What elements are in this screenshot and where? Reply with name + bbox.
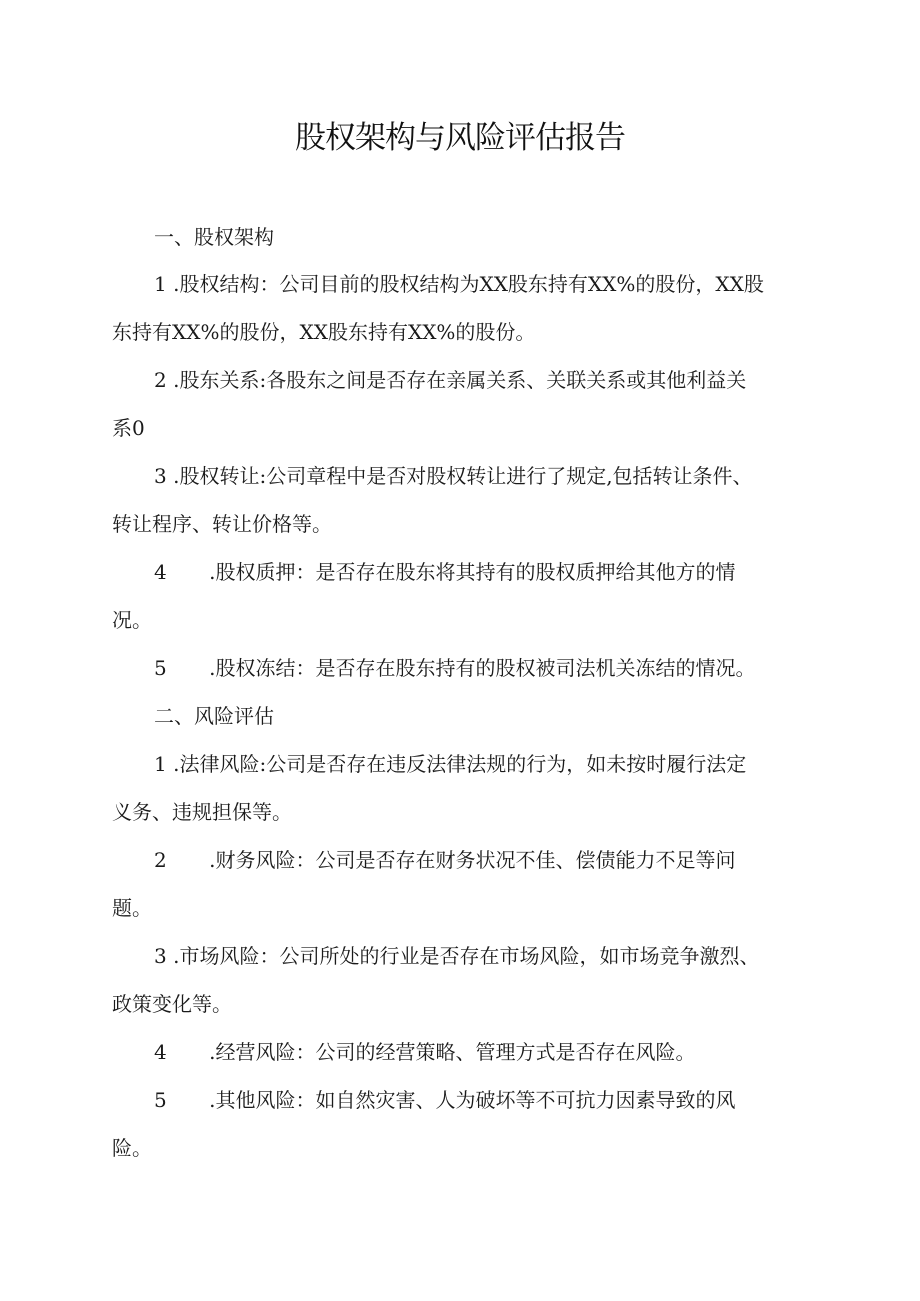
document-title: 股权架构与风险评估报告 — [295, 120, 625, 156]
paragraph-line — [154, 464, 854, 488]
paragraph-text: .股权质押：是否存在股东将其持有的股权质押给其他方的情 — [209, 560, 736, 584]
item-number: 5 — [154, 656, 167, 680]
paragraph-continuation: 险。 — [112, 1136, 152, 1160]
section-heading-equity: 一、股权架构 — [154, 225, 274, 249]
item-number: 5 — [154, 1088, 167, 1112]
paragraph-text: .其他风险：如自然灾害、人为破坏等不可抗力因素导致的风 — [209, 1088, 736, 1112]
paragraph-line — [154, 368, 854, 392]
paragraph-text: .财务风险：公司是否存在财务状况不佳、偿债能力不足等问 — [209, 848, 736, 872]
item-number: 2 — [154, 848, 167, 872]
item-number: 3 — [154, 944, 167, 968]
paragraph-continuation: 政策变化等。 — [112, 992, 232, 1016]
item-number: 1 — [154, 752, 167, 776]
paragraph-line — [154, 560, 854, 584]
paragraph-continuation: 东持有XX%的股份，XX股东持有XX%的股份。 — [112, 320, 536, 344]
paragraph-text: .股权结构：公司目前的股权结构为XX股东持有XX%的股份，XX股 — [173, 272, 764, 296]
item-number: 1 — [154, 272, 167, 296]
paragraph-text: .市场风险：公司所处的行业是否存在市场风险，如市场竞争激烈、 — [173, 944, 760, 968]
paragraph-continuation: 题。 — [112, 896, 152, 920]
paragraph-text: .经营风险：公司的经营策略、管理方式是否存在风险。 — [209, 1040, 696, 1064]
item-number: 4 — [154, 1040, 167, 1064]
paragraph-text: .法律风险:公司是否存在违反法律法规的行为，如未按时履行法定 — [173, 752, 747, 776]
item-number: 3 — [154, 464, 167, 488]
section-heading-risk: 二、风险评估 — [154, 704, 274, 728]
paragraph-text: .股权转让:公司章程中是否对股权转让进行了规定,包括转让条件、 — [173, 464, 753, 488]
paragraph-line — [154, 752, 854, 776]
paragraph-continuation: 系0 — [112, 416, 145, 440]
paragraph-text: .股东关系:各股东之间是否存在亲属关系、关联关系或其他利益关 — [173, 368, 747, 392]
paragraph-text: .股权冻结：是否存在股东持有的股权被司法机关冻结的情况。 — [209, 656, 756, 680]
paragraph-line — [154, 1088, 854, 1112]
paragraph-line — [154, 1040, 854, 1064]
paragraph-line — [154, 272, 854, 296]
paragraph-line — [154, 848, 854, 872]
paragraph-line — [154, 656, 854, 680]
paragraph-continuation: 义务、违规担保等。 — [112, 800, 292, 824]
item-number: 4 — [154, 560, 167, 584]
paragraph-continuation: 况。 — [112, 608, 152, 632]
paragraph-continuation: 转让程序、转让价格等。 — [112, 512, 332, 536]
paragraph-line — [154, 944, 854, 968]
item-number: 2 — [154, 368, 167, 392]
